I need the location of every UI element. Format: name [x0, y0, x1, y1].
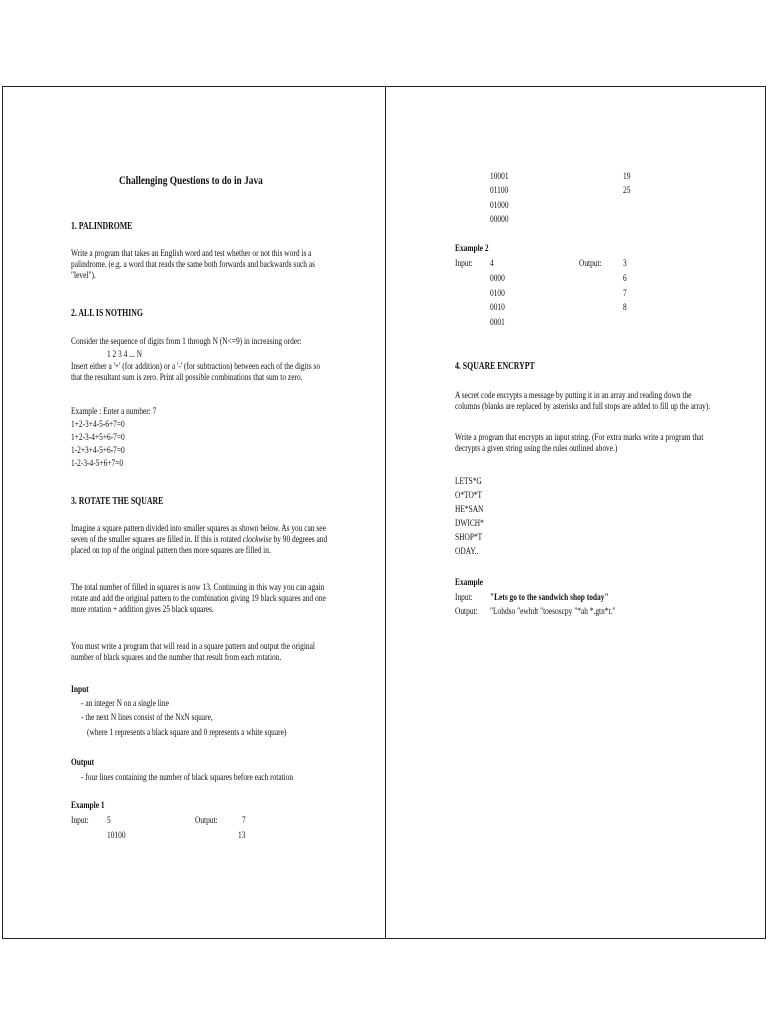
document-sheet [2, 86, 766, 939]
section-4-output-value: "Lohdso "ewhdt "toesoscpy "*ah *.gtn*t." [490, 607, 616, 617]
section-1-heading: 1. PALINDROME [71, 221, 133, 232]
section-1-body: Write a program that takes an English word and test whether or not this word is a palindrome. (e.g. a word that reads the same both forwards and backwards such as "level"). [71, 249, 316, 281]
encrypt-grid-row: SHOP*T [455, 533, 483, 543]
example-2-input-n: 4 [490, 259, 494, 269]
example-2-output: 7 [623, 289, 627, 299]
encrypt-grid-row: O*TO*T [455, 491, 483, 501]
input-line: - the next N lines consist of the NxN square, [81, 713, 213, 723]
section-4-output-label: Output: [455, 607, 478, 617]
example-1-output: 25 [623, 186, 631, 196]
column-divider [385, 87, 386, 938]
example-1-input-n: 5 [107, 816, 111, 826]
section-2-heading: 2. ALL IS NOTHING [71, 308, 143, 319]
example-1-grid-row: 00000 [490, 215, 509, 225]
section-2-intro: Consider the sequence of digits from 1 through N (N<=9) in increasing order: [71, 337, 302, 347]
result-line: 1-2+3+4-5+6-7=0 [71, 446, 125, 456]
section-2-example-label: Example : Enter a number: 7 [71, 407, 157, 417]
right-column [455, 87, 725, 938]
section-3-paragraph-3: You must write a program that will read in a square pattern and output the original number of black squares and the number that result from each rotation. [71, 642, 315, 663]
encrypt-grid-row: DWICH* [455, 519, 484, 529]
section-4-example-label: Example [455, 578, 483, 588]
example-1-grid-row: 10001 [490, 172, 509, 182]
example-1-input-label: Input: [71, 816, 89, 826]
example-2-grid-row: 0100 [490, 289, 505, 299]
example-1-output: 19 [623, 172, 631, 182]
example-1-grid-row: 01100 [490, 186, 509, 196]
example-2-input-label: Input: [455, 259, 473, 269]
section-2-sequence: 1 2 3 4 ... N [107, 350, 143, 360]
example-2-output: 3 [623, 259, 627, 269]
result-line: 1+2-3+4-5-6+7=0 [71, 420, 125, 430]
example-1-grid-row: 10100 [107, 831, 126, 841]
section-4-heading: 4. SQUARE ENCRYPT [455, 361, 535, 372]
example-2-output-label: Output: [579, 259, 602, 269]
section-4-input-value: "Lets go to the sandwich shop today" [490, 593, 609, 603]
section-3-paragraph-1: Imagine a square pattern divided into smaller squares as shown below. As you can see seven of the smaller squares are filled in. If this is rotated clockwise by 90 degrees and placed on top of the original pattern then more squares are filled in. [71, 524, 328, 556]
example-1-output-label: Output: [195, 816, 218, 826]
example-2-grid-row: 0000 [490, 274, 505, 284]
output-line: - four lines containing the number of black squares before each rotation [81, 773, 294, 783]
page-title: Challenging Questions to do in Java [119, 173, 263, 187]
section-2-body: Insert either a '+' (for addition) or a '-' (for subtraction) between each of the digits so that the resultant sum is zero. Print all possible combinations that sum to zero. [71, 362, 321, 383]
input-label: Input [71, 685, 89, 695]
encrypt-grid-row: LETS*G [455, 477, 482, 487]
section-3-paragraph-2: The total number of filled in squares is now 13. Continuing in this way you can again rotate and add the original pattern to the combination giving 19 black squares and one more rotation + addition gives 25 black squares. [71, 583, 326, 615]
example-2-grid-row: 0001 [490, 318, 505, 328]
example-2-output: 8 [623, 303, 627, 313]
example-2-grid-row: 0010 [490, 303, 505, 313]
section-4-paragraph-1: A secret code encrypts a message by putting it in an array and reading down the columns (blanks are replaced by asterisks and full stops are added to fill up the array). [455, 391, 711, 412]
encrypt-grid-row: ODAY.. [455, 547, 479, 557]
output-label: Output [71, 758, 95, 768]
result-line: 1+2-3-4+5+6-7=0 [71, 433, 125, 443]
input-line: - an integer N on a single line [81, 699, 169, 709]
example-1-grid-row: 01000 [490, 201, 509, 211]
example-1-output: 7 [242, 816, 246, 826]
section-4-input-label: Input: [455, 593, 473, 603]
encrypt-grid-row: HE*SAN [455, 505, 484, 515]
left-column [71, 87, 341, 938]
example-1-output: 13 [238, 831, 246, 841]
section-3-heading: 3. ROTATE THE SQUARE [71, 496, 164, 507]
section-4-paragraph-2: Write a program that encrypts an input string. (For extra marks write a program that decrypts a given string using the rules outlined above.) [455, 433, 704, 454]
input-line: (where 1 represents a black square and 0 represents a white square) [87, 728, 287, 738]
example-2-label: Example 2 [455, 244, 489, 254]
example-2-output: 6 [623, 274, 627, 284]
result-line: 1-2-3-4-5+6+7=0 [71, 459, 124, 469]
example-1-label: Example 1 [71, 801, 105, 811]
